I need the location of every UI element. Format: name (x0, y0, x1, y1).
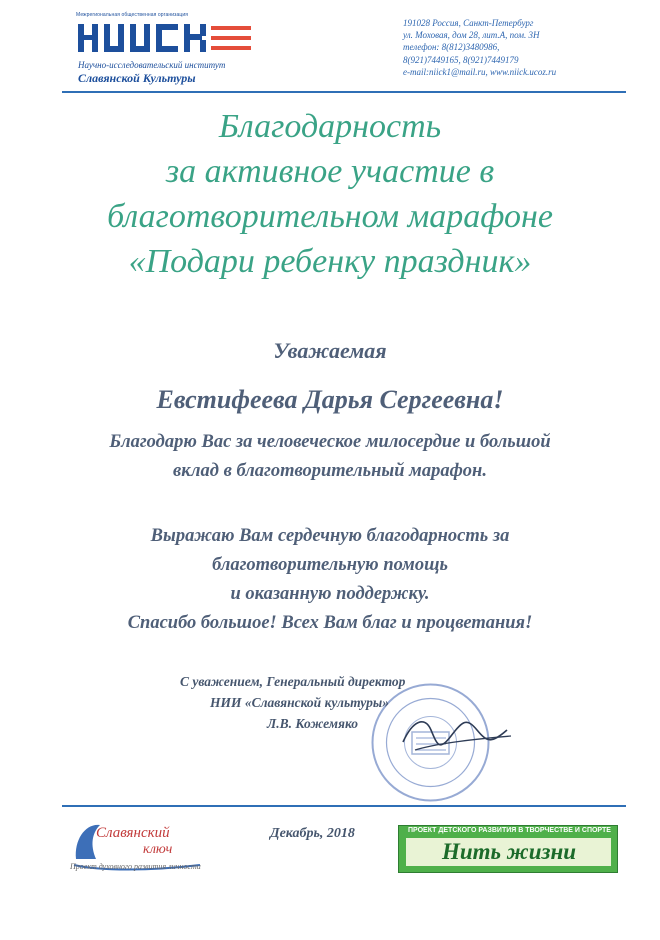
handwritten-signature (395, 700, 515, 770)
address-line: ул. Моховая, дом 28, лит.А, пом. 3Н (403, 30, 540, 41)
email-line: e-mail:niick1@mail.ru, www.niick.ucoz.ru (403, 66, 557, 77)
signature-line: С уважением, Генеральный директор (180, 674, 406, 689)
slavic-key-title: Славянский (96, 825, 170, 841)
thread-of-life-title: Нить жизни (441, 839, 577, 864)
certificate-title (0, 104, 660, 284)
slavic-key-word: ключ (143, 842, 173, 857)
gratitude-paragraph-1 (0, 428, 660, 486)
header-divider (62, 91, 626, 93)
recipient-name: Евстифеева Дарья Сергеевна! (156, 385, 504, 414)
address-block (403, 17, 633, 78)
thread-of-life-caption: ПРОЕКТ ДЕТСКОГО РАЗВИТИЯ В ТВОРЧЕСТВЕ И СПОРТЕ (408, 827, 611, 834)
institute-logo (76, 20, 258, 56)
greeting: Уважаемая (273, 338, 387, 363)
address-line: 191028 Россия, Санкт-Петербург (403, 18, 534, 28)
paragraph-line: Спасибо большое! Всех Вам благ и процветания! (127, 613, 533, 633)
signatory-name: Л.В. Кожемяко (267, 716, 359, 731)
footer-divider (62, 805, 626, 807)
paragraph-line: Выражаю Вам сердечную благодарность за (150, 526, 510, 546)
paragraph-line: Благодарю Вас за человеческое милосердие и большой (109, 432, 551, 452)
gratitude-paragraph-2 (0, 522, 660, 638)
slavic-key-caption: Проект духовного развития личности (70, 862, 201, 871)
title-line: благотворительном марафоне (107, 198, 553, 235)
institute-name-line2: Славянской Культуры (78, 71, 196, 85)
paragraph-line: благотворительную помощь (212, 555, 448, 575)
title-line: «Подари ребенку праздник» (128, 243, 532, 280)
title-line: Благодарность (218, 108, 442, 145)
title-line: за активное участие в (165, 153, 495, 190)
org-type-text: Межрегиональная общественная организация (76, 12, 189, 18)
paragraph-line: и оказанную поддержку. (230, 584, 430, 604)
paragraph-line: вклад в благотворительный марафон. (173, 461, 487, 481)
issue-date: Декабрь, 2018 (270, 826, 355, 841)
signature-line: НИИ «Славянской культуры» (210, 695, 389, 710)
phone-line: 8(921)7449165, 8(921)7449179 (403, 54, 519, 65)
phone-line: телефон: 8(812)3480986, (403, 42, 500, 53)
institute-name-line1: Научно-исследовательский институт (78, 60, 226, 70)
